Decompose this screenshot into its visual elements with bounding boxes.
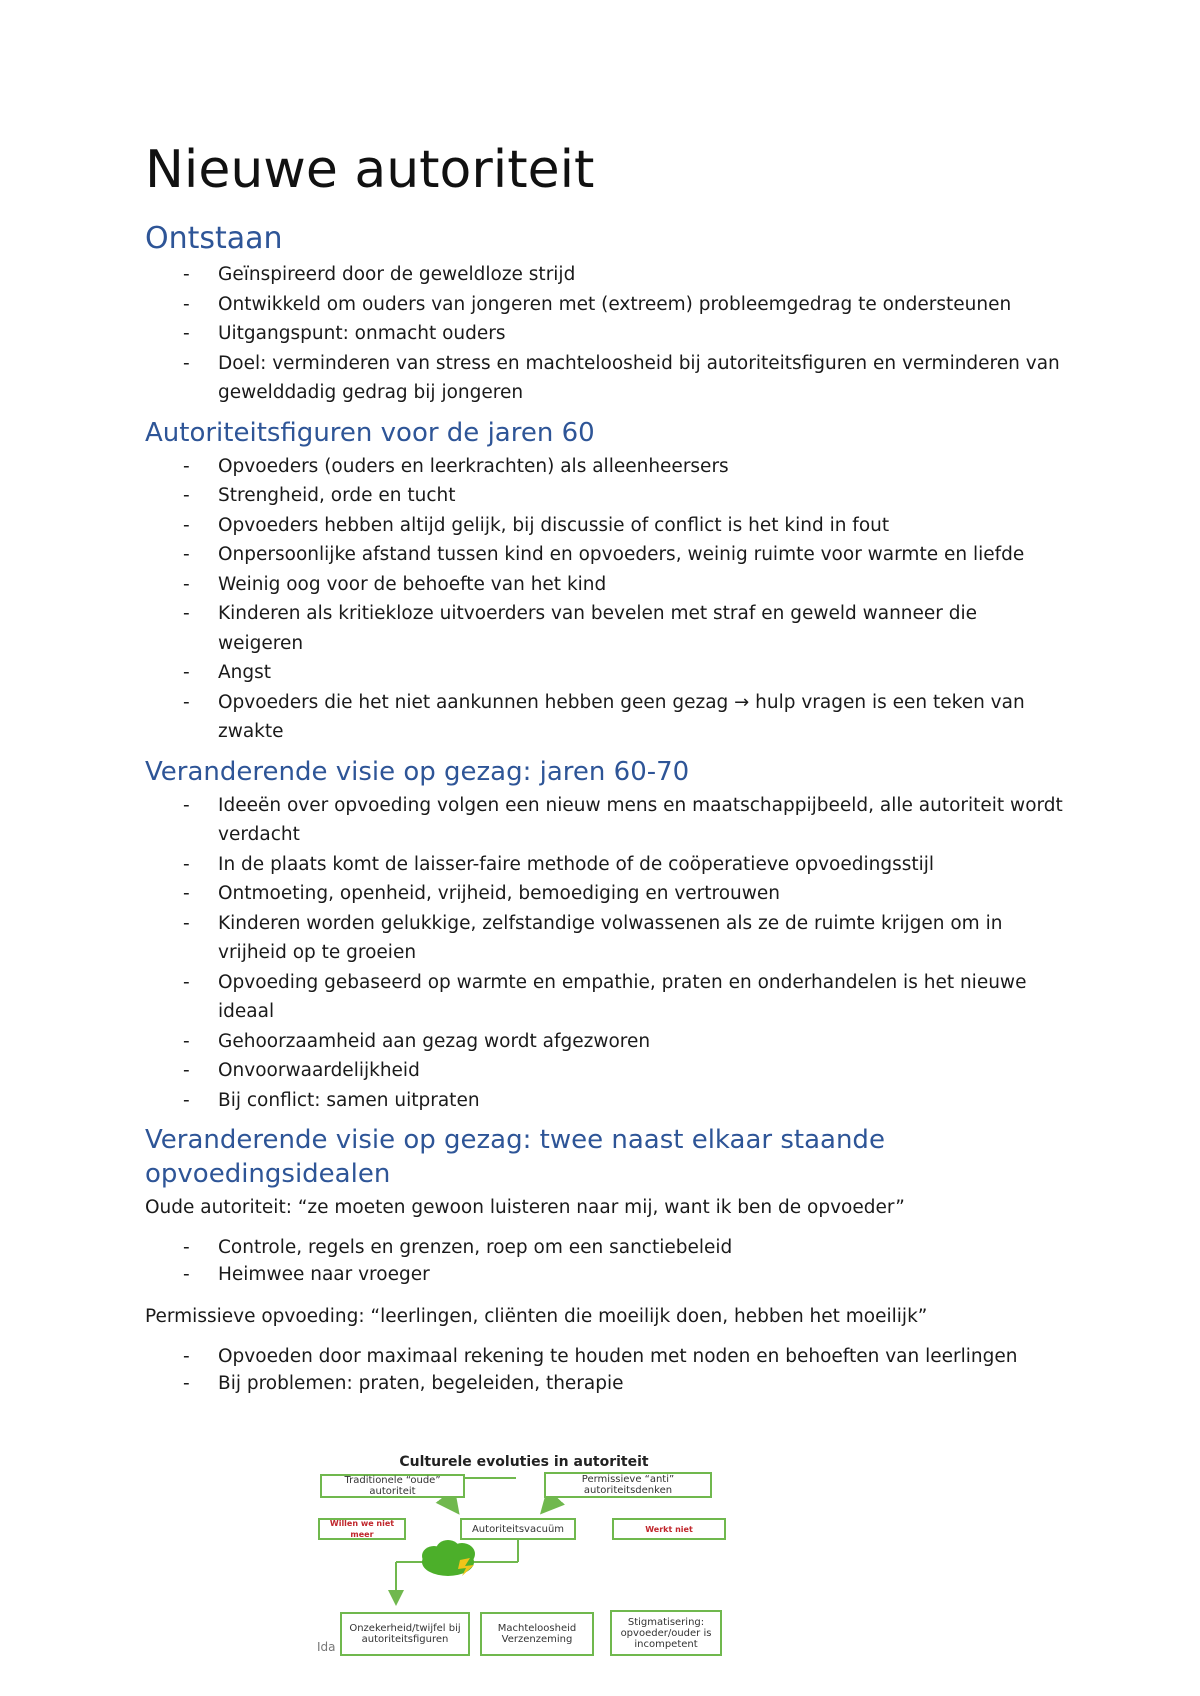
- list-item: - Doel: verminderen van stress en machteloosheid bij autoriteitsfiguren en verminderen van gewelddadig gedrag bij jongeren: [145, 349, 1065, 408]
- list-item: - Onvoorwaardelijkheid: [145, 1056, 1065, 1086]
- box-not-work: Werkt niet: [612, 1518, 726, 1540]
- box-vacuum: Autoriteitsvacuüm: [460, 1518, 576, 1540]
- diagram-culturele-evoluties: [318, 1450, 730, 1668]
- list-item: - In de plaats komt de laisser-faire methode of de coöperatieve opvoedingsstijl: [145, 850, 1065, 880]
- paragraph-permissieve-opvoeding: Permissieve opvoeding: “leerlingen, cliënten die moeilijk doen, hebben het moeilijk”: [145, 1306, 928, 1327]
- list-item: - Kinderen als kritiekloze uitvoerders van bevelen met straf en geweld wanneer die weigeren: [145, 599, 1065, 658]
- list-jaren-60-70: [145, 791, 1065, 1116]
- list-item: - Bij conflict: samen uitpraten: [145, 1086, 1065, 1116]
- list-item: - Gehoorzaamheid aan gezag wordt afgezworen: [145, 1027, 1065, 1057]
- document-page: [145, 140, 1065, 1397]
- heading-opvoedingsidealen: Veranderende visie op gezag: twee naast elkaar staande opvoedingsidealen: [145, 1125, 885, 1189]
- list-autoriteitsfiguren: [145, 452, 1065, 747]
- arrow-right-icon: →: [734, 691, 750, 713]
- list-ontstaan: [145, 260, 1065, 408]
- list-item-text: Opvoeders die het niet aankunnen hebben geen gezag: [218, 691, 735, 713]
- box-stigma: Stigmatisering: opvoeder/ouder is incompetent: [610, 1610, 722, 1656]
- list-permissieve-opvoeding: [145, 1343, 1065, 1397]
- list-item: - Ontwikkeld om ouders van jongeren met (extreem) probleemgedrag te ondersteunen: [145, 290, 1065, 320]
- list-item: - Heimwee naar vroeger: [145, 1261, 1065, 1288]
- heading-jaren-60-70: Veranderende visie op gezag: jaren 60-70: [145, 756, 690, 787]
- list-item: - Controle, regels en grenzen, roep om een sanctiebeleid: [145, 1234, 1065, 1261]
- list-item: - Onpersoonlijke afstand tussen kind en opvoeders, weinig ruimte voor warmte en liefde: [145, 540, 1065, 570]
- list-item: - Ideeën over opvoeding volgen een nieuw mens en maatschappijbeeld, alle autoriteit wordt verdacht: [145, 791, 1065, 850]
- box-traditional: Traditionele “oude” autoriteit: [320, 1474, 465, 1498]
- list-item: - Bij problemen: praten, begeleiden, therapie: [145, 1370, 1065, 1397]
- list-item: - Weinig oog voor de behoefte van het kind: [145, 570, 1065, 600]
- list-item: - Uitgangspunt: onmacht ouders: [145, 319, 1065, 349]
- heading-autoriteitsfiguren: Autoriteitsfiguren voor de jaren 60: [145, 417, 595, 448]
- list-item: - Ontmoeting, openheid, vrijheid, bemoediging en vertrouwen: [145, 879, 1065, 909]
- list-item: [145, 688, 1065, 747]
- list-item: - Angst: [145, 658, 1065, 688]
- box-uncertainty: Onzekerheid/twijfel bij autoriteitsfiguren: [340, 1612, 470, 1656]
- heading-ontstaan: Ontstaan: [145, 221, 283, 256]
- list-item: - Opvoeding gebaseerd op warmte en empathie, praten en onderhandelen is het nieuwe ideaal: [145, 968, 1065, 1027]
- list-oude-autoriteit: [145, 1234, 1065, 1288]
- box-powerless: Machteloosheid Verzenzeming: [480, 1612, 594, 1656]
- side-mark-text: Ida: [317, 1640, 336, 1654]
- page-title: Nieuwe autoriteit: [145, 140, 595, 200]
- list-item-text: hulp vragen is een teken van zwakte: [218, 691, 1025, 742]
- list-item: - Kinderen worden gelukkige, zelfstandige volwassenen als ze de ruimte krijgen om in vrijheid op te groeien: [145, 909, 1065, 968]
- diagram-title: Culturele evoluties in autoriteit: [399, 1454, 649, 1470]
- list-item: - Opvoeders (ouders en leerkrachten) als alleenheersers: [145, 452, 1065, 482]
- list-item: - Strengheid, orde en tucht: [145, 481, 1065, 511]
- list-item: - Opvoeders hebben altijd gelijk, bij discussie of conflict is het kind in fout: [145, 511, 1065, 541]
- box-permissive: Permissieve “anti” autoriteitsdenken: [544, 1472, 712, 1498]
- list-item: - Opvoeden door maximaal rekening te houden met noden en behoeften van leerlingen: [145, 1343, 1065, 1370]
- box-not-want: Willen we niet meer: [318, 1518, 406, 1540]
- list-item: - Geïnspireerd door de geweldloze strijd: [145, 260, 1065, 290]
- paragraph-oude-autoriteit: Oude autoriteit: “ze moeten gewoon luisteren naar mij, want ik ben de opvoeder”: [145, 1197, 905, 1218]
